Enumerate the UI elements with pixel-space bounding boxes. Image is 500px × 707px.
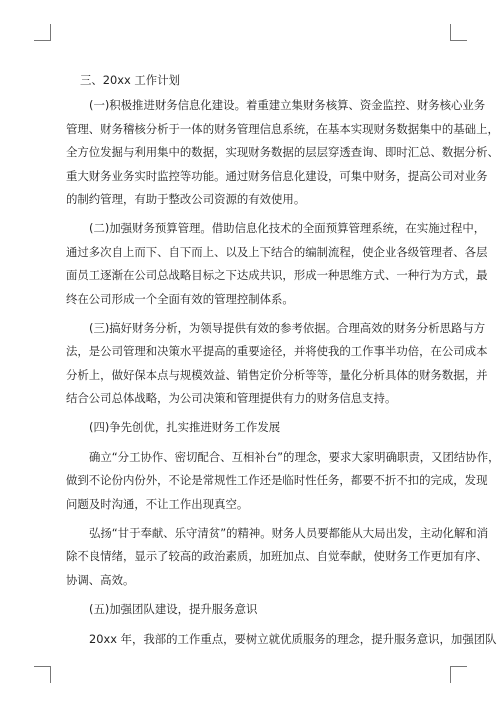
text-line: 弘扬“甘于奉献、乐守清贫”的精神。财务人员要都能从大局出发，主动化解和消 [89, 526, 489, 541]
crop-mark-top-left [34, 24, 51, 41]
text-line: 问题及时沟通，不让工作出现真空。 [66, 496, 249, 511]
crop-mark-bottom-right [450, 666, 467, 683]
text-line: 终在公司形成一个全面有效的管理控制体系。 [66, 291, 294, 306]
text-line: 确立“分工协作、密切配合、互相补台”的理念，要求大家明确职责，又团结协作， [89, 449, 500, 464]
paragraph-3 [66, 317, 488, 411]
paragraph-8 [66, 628, 497, 651]
section-heading: 三、20xx 工作计划 [80, 73, 180, 87]
text-line: (一)积极推进财务信息化建设。着重建立集财务核算、资金监控、财务核心业务 [89, 98, 486, 113]
document-body [66, 69, 500, 651]
text-line: 20xx 年，我部的工作重点，要树立就优质服务的理念，提升服务意识，加强团队 [89, 631, 497, 646]
text-line: (三)搞好财务分析，为领导提供有效的参考依据。合理高效的财务分析思路与方 [89, 320, 486, 335]
text-line: 管理、财务稽核分析于一体的财务管理信息系统，在基本实现财务数据集中的基础上， [66, 121, 499, 136]
text-line: 分析上，做好保本点与规模效益、销售定价分析等等，量化分析具体的财务数据，并 [66, 367, 488, 382]
text-line: 做到不论份内份外，不论是常规性工作还是临时性任务，都要不折不扣的完成，发现 [66, 473, 488, 488]
text-line: 重大财务业务实时监控等功能。通过财务信息化建设，可集中财务，提高公司对业务 [66, 168, 488, 183]
crop-mark-bottom-left [34, 666, 51, 683]
text-line: 全方位发掘与利用集中的数据，实现财务数据的层层穿透查询、即时汇总、数据分析、 [66, 145, 499, 160]
text-line: 面员工逐渐在公司总战略目标之下达成共识，形成一种思维方式、一种行为方式，最 [66, 268, 488, 283]
paragraph-2 [66, 217, 488, 311]
text-line: 法，是公司管理和决策水平提高的重要途径，并将使我的工作事半功倍，在公司成本 [66, 344, 488, 359]
text-line: 通过多次自上而下、自下而上、以及上下结合的编制流程，使企业各级管理者、各层 [66, 244, 488, 259]
text-line: 结合公司总体战略，为公司决策和管理提供有力的财务信息支持。 [66, 391, 397, 406]
text-line: (二)加强财务预算管理。借助信息化技术的全面预算管理系统，在实施过程中， [89, 221, 486, 236]
paragraph-5 [66, 446, 500, 516]
paragraph-1 [66, 94, 499, 211]
paragraph-6 [66, 522, 489, 592]
text-line: 除不良情绪，显示了较高的政治素质，加班加点、自觉奉献，使财务工作更加有序、 [66, 549, 488, 564]
subheading-4 [66, 416, 446, 439]
text-line: 的制约管理，有助于整改公司资源的有效使用。 [66, 191, 306, 206]
subheading-5 [66, 598, 446, 621]
text-line: (五)加强团队建设，提升服务意识 [89, 602, 258, 617]
crop-mark-top-right [450, 24, 467, 41]
text-line: 协调、高效。 [66, 572, 135, 587]
text-line: (四)争先创优，扎实推进财务工作发展 [89, 420, 281, 435]
